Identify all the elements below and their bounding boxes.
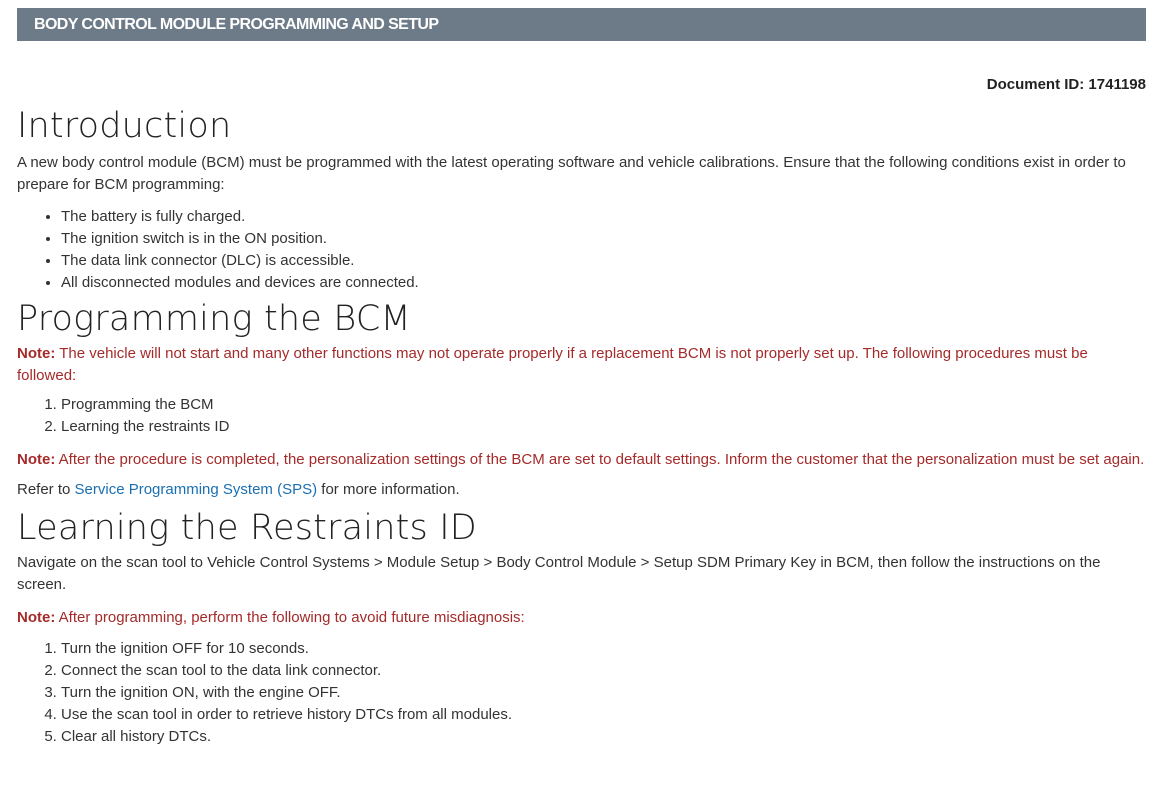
refer-prefix: Refer to <box>17 481 75 498</box>
list-item: 4. Use the scan tool in order to retrieve history DTCs from all modules. <box>61 704 1146 726</box>
programming-note-2 <box>17 449 1146 471</box>
document-id: Document ID: 1741198 <box>986 76 1146 93</box>
list-item: • The battery is fully charged. <box>61 206 1146 228</box>
steps-list <box>17 638 1146 748</box>
note-text: After the procedure is completed, the personalization settings of the BCM are set to default settings. Inform the customer that the personalization must be set again. <box>55 451 1145 468</box>
intro-paragraph: A new body control module (BCM) must be programmed with the latest operating software and vehicle calibrations. Ensure that the following conditions exist in order to prepare for BCM programming: <box>17 154 1126 193</box>
sps-link[interactable]: Service Programming System (SPS) <box>74 481 318 498</box>
document-body <box>17 104 1146 748</box>
restraints-paragraph: Navigate on the scan tool to Vehicle Control Systems > Module Setup > Body Control Module > Setup SDM Primary Key in BCM, then follow the instructions on the screen. <box>17 554 1101 593</box>
list-item: • All disconnected modules and devices are connected. <box>61 272 1146 294</box>
list-item: 3. Turn the ignition ON, with the engine OFF. <box>61 682 1146 704</box>
note-label: Note: <box>17 609 56 626</box>
list-item: 2. Learning the restraints ID <box>61 416 1146 438</box>
list-item: • The data link connector (DLC) is accessible. <box>61 250 1146 272</box>
restraints-note <box>17 607 1146 629</box>
list-item: 1. Turn the ignition OFF for 10 seconds. <box>61 638 1146 660</box>
note-label: Note: <box>17 451 56 468</box>
list-item: • The ignition switch is in the ON position. <box>61 228 1146 250</box>
conditions-list <box>17 206 1146 294</box>
list-item: 2. Connect the scan tool to the data link connector. <box>61 660 1146 682</box>
document-title-bar: BODY CONTROL MODULE PROGRAMMING AND SETUP <box>17 8 1146 41</box>
procedures-list <box>17 394 1146 438</box>
list-item: 1. Programming the BCM <box>61 394 1146 416</box>
note-label: Note: <box>17 345 56 362</box>
programming-heading: Programming the BCM <box>17 299 411 339</box>
refer-paragraph <box>17 479 1146 501</box>
refer-suffix: for more information. <box>317 481 460 498</box>
restraints-heading: Learning the Restraints ID <box>17 508 477 548</box>
note-text: The vehicle will not start and many other functions may not operate properly if a replacement BCM is not properly set up. The following procedures must be followed: <box>17 345 1088 384</box>
list-item: 5. Clear all history DTCs. <box>61 726 1146 748</box>
intro-heading: Introduction <box>17 106 232 146</box>
note-text: After programming, perform the following to avoid future misdiagnosis: <box>55 609 525 626</box>
programming-note-1 <box>17 343 1146 387</box>
